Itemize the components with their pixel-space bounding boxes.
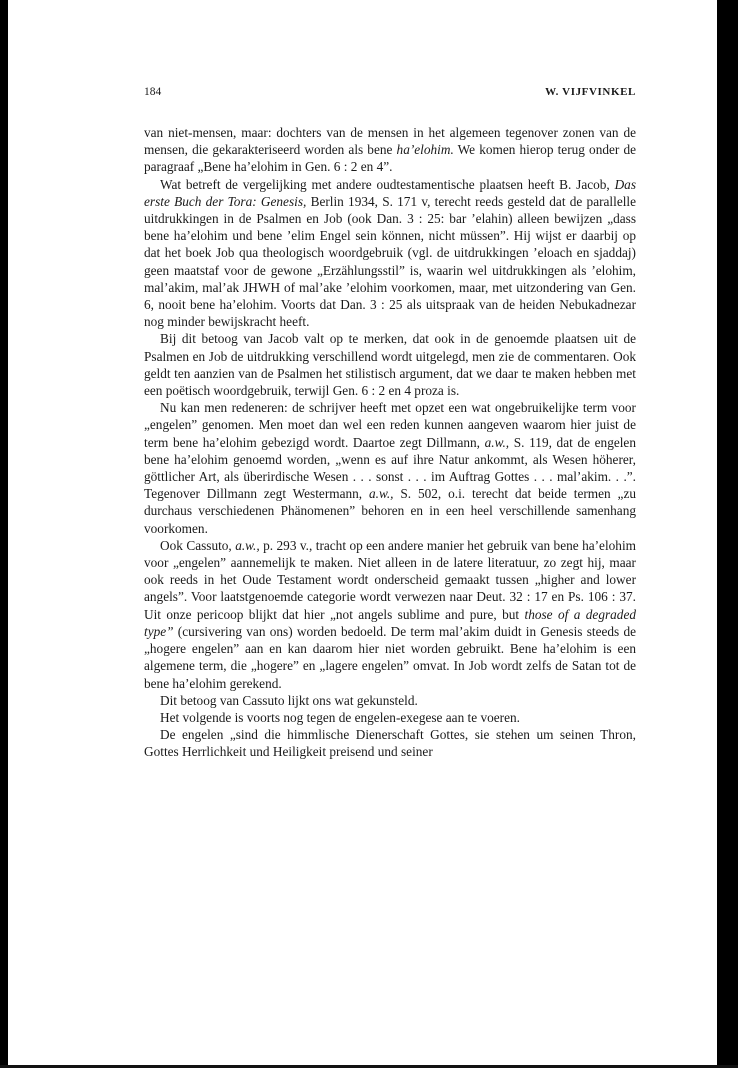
italic-text: Das erste Buch der Tora: Genesis,: [144, 176, 636, 209]
text-run: Het volgende is voorts nog tegen de engelen-exegese aan te voeren.: [160, 709, 520, 725]
paragraph: [144, 726, 636, 760]
paragraph: [144, 399, 636, 537]
text-run: We komen hierop terug onder de paragraaf „Bene ha’elohim in Gen. 6 : 2 en 4”.: [144, 142, 636, 175]
italic-text: a.w.,: [235, 537, 260, 553]
paragraph: [144, 692, 636, 709]
scan-border-right: [717, 0, 738, 1068]
italic-text: ha’elohim.: [396, 142, 454, 158]
text-run: van niet-mensen, maar: dochters van de mensen in het algemeen tegenover zonen van de mensen, die gekarakteriseerd worden als bene: [144, 125, 636, 158]
text-run: Dit betoog van Cassuto lijkt ons wat gekunsteld.: [160, 692, 418, 708]
italic-text: a.w.,: [368, 486, 394, 502]
text-run: S. 502, o.i. terecht dat beide termen „zu durchaus verschiedenen Phänomenen” behoren en in een heel verschillende samenhang voorkomen.: [144, 486, 636, 536]
text-run: (cursivering van ons) worden bedoeld. De term mal’akim duidt in Genesis steeds de „hogere engelen” aan en kan daarom hier niet worden gebruikt. Bene ha’elohim is een algemene term, die „hogere” en „lagere engelen” omvat. In Job wordt zelfs de Satan tot de bene ha’elohim gerekend.: [144, 623, 636, 691]
running-head-author: W. VIJFVINKEL: [545, 86, 636, 98]
paragraph: [144, 176, 636, 331]
text-run: Ook Cassuto,: [160, 537, 236, 553]
paragraph: [144, 124, 636, 176]
page-header: [144, 86, 636, 102]
paragraph: [144, 537, 636, 692]
text-run: Wat betreft de vergelijking met andere oudtestamentische plaatsen heeft B. Jacob,: [160, 176, 615, 192]
paragraph: [144, 330, 636, 399]
text-run: p. 293 v., tracht op een andere manier het gebruik van bene ha’elohim voor „engelen” aannemelijk te maken. Niet alleen in de latere literatuur, zo zegt hij, maar ook reeds in het Oude Testament wordt onderscheid gemaakt tussen „higher and lower angels”. Voor laatstgenoemde categorie wordt verwezen naar Deut. 32 : 17 en Ps. 106 : 37. Uit onze pericoop blijkt dat hier „not angels sublime and pure, but: [144, 537, 636, 622]
italic-text: those of a degraded type”: [144, 606, 636, 639]
text-run: De engelen „sind die himmlische Dienerschaft Gottes, sie stehen um seinen Thron, Gottes Herrlichkeit und Heiligkeit preisend und seiner: [144, 727, 636, 760]
text-run: S. 119, dat de engelen bene ha’elohim genoemd worden, „wenn es auf ihre Natur ankommt, als Wesen höherer, göttlicher Art, als überirdische Wesen . . . sonst . . . im Auftrag Gottes . . . mal’akim. . .”. Tegenover Dillmann zegt Westermann,: [144, 434, 636, 502]
paragraph: [144, 709, 636, 726]
page-number: 184: [144, 86, 162, 98]
italic-text: a.w.,: [484, 434, 510, 450]
text-run: Nu kan men redeneren: de schrijver heeft met opzet een wat ongebruikelijke term voor „engelen” genomen. Men moet dan wel een reden kunnen aangeven waarom hier juist de term bene ha’elohim gebezigd wordt. Daartoe zegt Dillmann,: [144, 400, 636, 450]
body-text: [144, 124, 636, 761]
text-run: Bij dit betoog van Jacob valt op te merken, dat ook in de genoemde plaatsen uit de Psalmen en Job de uitdrukking verschillend wordt uitgelegd, men zie de commentaren. Ook geldt ten aanzien van de Psalmen het stilistisch argument, dat we daar te maken hebben met een poëtisch woordgebruik, terwijl Gen. 6 : 2 en 4 proza is.: [144, 331, 636, 399]
text-run: Berlin 1934, S. 171 v, terecht reeds gesteld dat de parallelle uitdrukkingen in de Psalmen en Job (ook Dan. 3 : 25: bar ’elahin) alleen bewijzen „dass bene ha’elohim und bene ’elim Engel sein können, nicht müssen”. Hij wijst er daarbij op dat het boek Job qua theologisch woordgebruik (vgl. de uitdrukkingen ’eloach en sjaddaj) geen maatstaf voor de gewone „Erzählungsstil” is, waarin wel uitdrukkingen als ’elohim, mal’akim, mal’ak JHWH of mal’ake ’elohim voorkomen, maar, met uitzondering van Gen. 6, nooit bene ha’elohim. Voorts dat Dan. 3 : 25 als uitspraak van de heiden Nebukadnezar nog minder bewijskracht heeft.: [144, 193, 637, 330]
